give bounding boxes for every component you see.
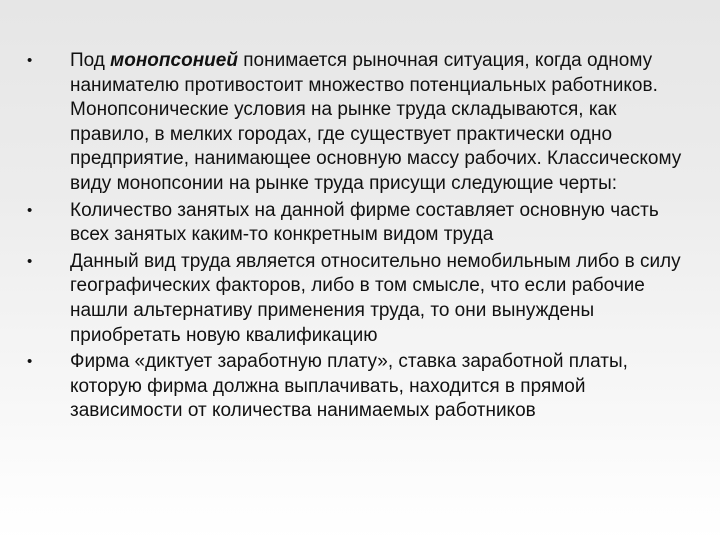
bullet-item-wage-setting bbox=[24, 350, 688, 424]
bullet-list bbox=[24, 49, 688, 426]
bullet-icon: • bbox=[27, 353, 33, 371]
bullet-text: Данный вид труда является относительно немобильным либо в силу географических факторов, либо в том смысле, что если рабочие нашли альтернативу применения труда, то они вынуждены приобретать новую квалификацию bbox=[70, 250, 681, 346]
bullet-text: понимается рыночная ситуация, когда одному нанимателю противостоит множество потенциальных работников. Монопсонические условия на рынке труда складываются, как правило, в мелких городах, где существует практически одно предприятие, нанимающее основную массу рабочих. Классическому виду монопсонии на рынке труда присущи следующие черты: bbox=[70, 50, 682, 194]
bullet-text: Количество занятых на данной фирме составляет основную часть всех занятых каким-то конкретным видом труда bbox=[70, 199, 659, 246]
bullet-icon: • bbox=[27, 52, 33, 69]
bullet-icon: • bbox=[27, 252, 33, 270]
bullet-text: Фирма «диктует заработную плату», ставка заработной платы, которую фирма должна выплачивать, находится в прямой зависимости от количества нанимаемых работников bbox=[70, 351, 628, 422]
bullet-item-immobility bbox=[24, 250, 688, 348]
bullet-text-prefix: Под bbox=[70, 50, 111, 71]
term-monopsony: монопсонией bbox=[110, 50, 238, 71]
bullet-item-definition bbox=[24, 49, 688, 197]
bullet-icon: • bbox=[27, 201, 33, 219]
bullet-item-employment-share bbox=[24, 199, 688, 248]
